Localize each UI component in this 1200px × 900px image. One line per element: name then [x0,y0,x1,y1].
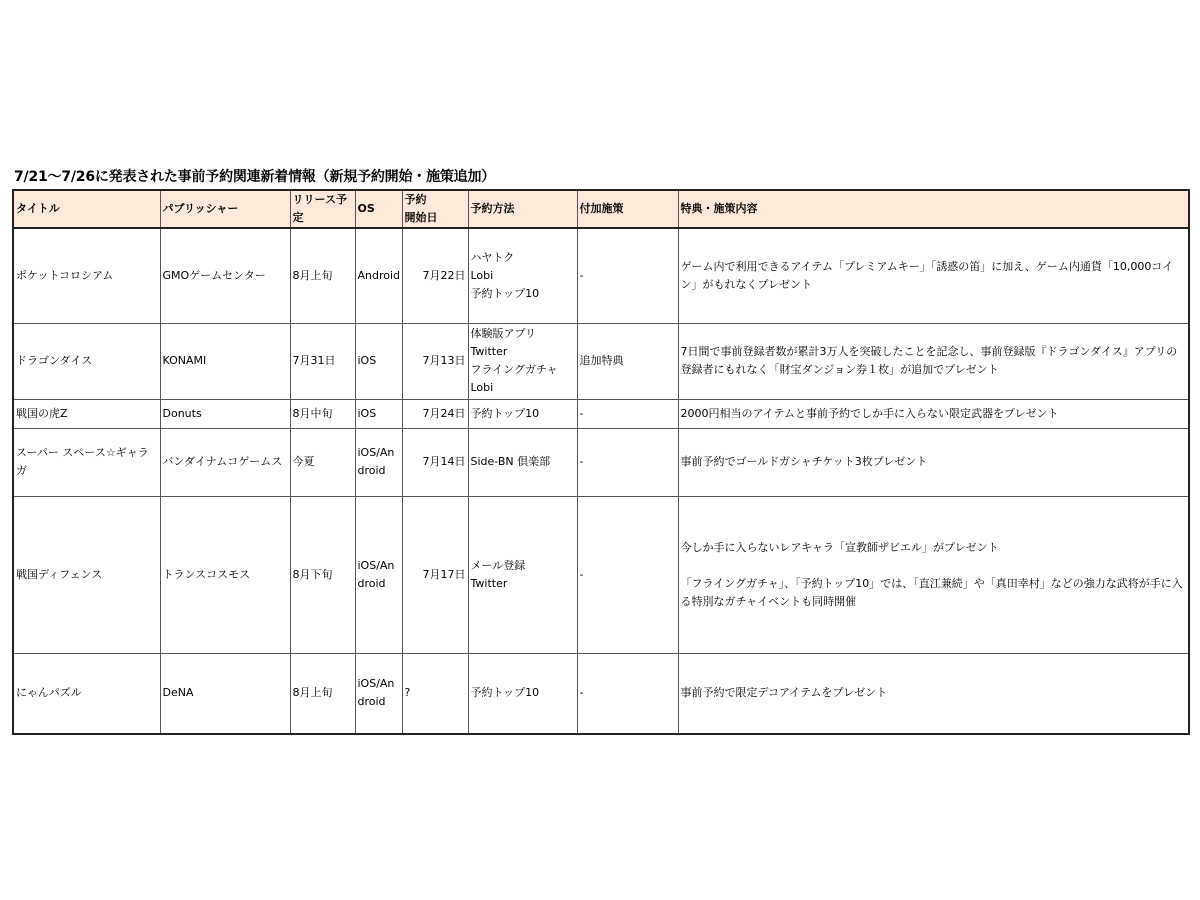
cell-publisher: Donuts [160,399,290,428]
cell-release: 8月下旬 [290,496,355,653]
cell-start-date: 7月17日 [402,496,468,653]
cell-method [468,323,577,399]
cell-release: 今夏 [290,428,355,496]
header-release: リリース予定 [290,190,355,228]
cell-extra: - [577,653,678,734]
preorder-table [12,189,1190,735]
benefit-text: ゲーム内で利用できるアイテム「プレミアムキー」「誘惑の笛」に加え、ゲーム内通貨「10,000コイン」がもれなくプレゼント [680,259,1174,291]
cell-os: iOS/Android [355,653,402,734]
cell-release: 7月31日 [290,323,355,399]
header-method: 予約方法 [468,190,577,228]
cell-benefit [678,323,1189,399]
cell-publisher: DeNA [160,653,290,734]
cell-start-date: 7月24日 [402,399,468,428]
table-row [13,428,1189,496]
benefit-text: 今しか手に入らないレアキャラ「宣教師ザビエル」がプレゼント [680,540,999,554]
cell-publisher: GMOゲームセンター [160,228,290,323]
cell-publisher: トランスコスモス [160,496,290,653]
header-title: タイトル [13,190,160,228]
table-row [13,496,1189,653]
cell-os: iOS [355,399,402,428]
cell-title: ポケットコロシアム [13,228,160,323]
cell-method [468,228,577,323]
cell-benefit [678,428,1189,496]
method-item: 予約トップ10 [470,686,540,700]
cell-method [468,399,577,428]
benefit-text: 7日間で事前登録者数が累計3万人を突破したことを記念し、事前登録版『ドラゴンダイス』アプリの登録者にもれなく「財宝ダンジョン券１枚」が追加でプレゼント [680,345,1178,376]
header-start-date-line1: 予約 [404,193,427,206]
method-item: Twitter [470,345,508,358]
cell-release: 8月中旬 [290,399,355,428]
cell-start-date: 7月22日 [402,228,468,323]
cell-release: 8月上旬 [290,653,355,734]
benefit-text: 事前予約で限定デコアイテムをプレゼント [680,686,888,700]
header-publisher: パブリッシャー [160,190,290,228]
cell-extra: 追加特典 [577,323,678,399]
document-title: 7/21〜7/26に発表された事前予約関連新着情報（新規予約開始・施策追加） [14,169,496,185]
header-start-date [402,190,468,228]
header-os: OS [355,190,402,228]
cell-start-date: ? [402,653,468,734]
cell-extra: - [577,428,678,496]
cell-os: Android [355,228,402,323]
table-row [13,228,1189,323]
cell-os: iOS/Android [355,496,402,653]
cell-os: iOS/Android [355,428,402,496]
method-item: メール登録 [470,558,526,572]
cell-benefit [678,399,1189,428]
cell-start-date: 7月14日 [402,428,468,496]
cell-benefit [678,496,1189,653]
method-item: Lobi [470,268,494,282]
method-item: 予約トップ10 [470,406,540,420]
header-start-date-line2: 開始日 [404,211,438,224]
table-row [13,323,1189,399]
header-benefit: 特典・施策内容 [678,190,1189,228]
benefit-text: 「フライングガチャ」、「予約トップ10」では、「直江兼続」や「真田幸村」などの強力な武将が手に入る特別なガチャイベントも同時開催 [680,576,1183,608]
cell-title: ドラゴンダイス [13,323,160,399]
cell-publisher: KONAMI [160,323,290,399]
method-item: Side-BN 倶楽部 [470,455,551,468]
header-extra: 付加施策 [577,190,678,228]
cell-benefit [678,653,1189,734]
header-row [13,190,1189,228]
cell-method [468,653,577,734]
cell-release: 8月上旬 [290,228,355,323]
method-item: Twitter [470,576,508,590]
table-row [13,653,1189,734]
method-item: 体験版アプリ [470,327,537,340]
cell-benefit [678,228,1189,323]
cell-extra: - [577,228,678,323]
cell-title: にゃんパズル [13,653,160,734]
method-item: ハヤトク [470,250,515,264]
table-row [13,399,1189,428]
method-item: Lobi [470,381,494,394]
cell-publisher: バンダイナムコゲームス [160,428,290,496]
method-item: フライングガチャ [470,363,558,376]
cell-method [468,496,577,653]
method-item: 予約トップ10 [470,286,540,300]
cell-extra: - [577,496,678,653]
cell-os: iOS [355,323,402,399]
cell-method [468,428,577,496]
cell-extra: - [577,399,678,428]
cell-title: 戦国ディフェンス [13,496,160,653]
cell-title: 戦国の虎Z [13,399,160,428]
benefit-text: 2000円相当のアイテムと事前予約でしか手に入らない限定武器をプレゼント [680,406,1059,420]
cell-title: スーパー スペース☆ギャラガ [13,428,160,496]
cell-start-date: 7月13日 [402,323,468,399]
benefit-text: 事前予約でゴールドガシャチケット3枚プレゼント [680,455,928,468]
